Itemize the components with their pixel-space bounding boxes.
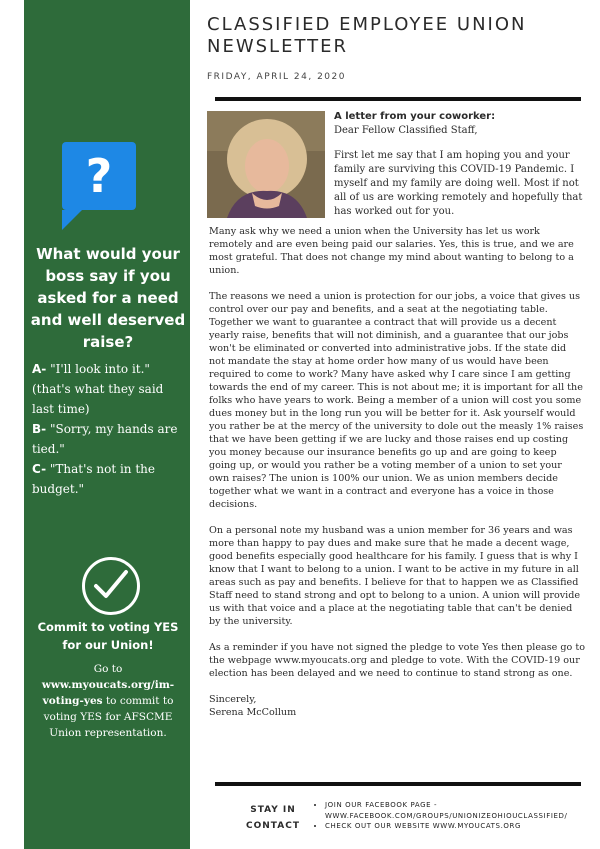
stay-in-contact-label bbox=[236, 802, 310, 834]
contact-list bbox=[313, 800, 600, 832]
pledge-link[interactable]: www.myoucats.org/im-voting-yes bbox=[41, 679, 175, 707]
bottom-divider bbox=[215, 782, 581, 786]
checkmark-circle-icon bbox=[82, 557, 140, 615]
newsletter-date: FRIDAY, APRIL 24, 2020 bbox=[207, 72, 346, 82]
letter-heading: A letter from your coworker: bbox=[334, 111, 496, 122]
letter-paragraph-2: Many ask why we need a union when the University has let us work remotely and are even being paid our salaries. Yes, this is true, and we are most grateful. That does not change my mind about wanting to belong to a union. bbox=[209, 226, 574, 276]
answer-a-label: A- bbox=[32, 362, 47, 376]
letter-closing bbox=[209, 693, 585, 719]
answer-a-text: "I'll look into it." (that's what they said last time) bbox=[32, 362, 164, 416]
goto-prefix: Go to bbox=[93, 663, 123, 675]
sidebar-answers bbox=[32, 359, 188, 499]
answer-c bbox=[32, 459, 188, 499]
letter-body bbox=[209, 225, 585, 719]
letter-salutation: Dear Fellow Classified Staff, bbox=[334, 125, 478, 136]
author-photo bbox=[207, 111, 325, 218]
goto-suffix: to commit to voting YES for AFSCME Union representation. bbox=[43, 695, 174, 739]
website-link[interactable]: • CHECK OUT OUR WEBSITE WWW.MYOUCATS.ORG bbox=[325, 821, 600, 832]
answer-b bbox=[32, 419, 188, 459]
letter-paragraph-1: First let me say that I am hoping you and your family are surviving this COVID-19 Pandemic. I myself and my family are doing well. Most if not all of us are working remotely and hopefully that has worked out for you. bbox=[334, 150, 583, 217]
answer-c-text: "That's not in the budget." bbox=[32, 462, 155, 496]
question-mark-bubble-icon bbox=[62, 142, 136, 210]
contact-text: CONTACT bbox=[246, 821, 300, 831]
answer-c-label: C- bbox=[32, 462, 47, 476]
letter-header bbox=[334, 110, 584, 230]
question-mark-glyph: ? bbox=[85, 149, 113, 203]
closing-text: Sincerely, bbox=[209, 694, 257, 705]
goto-text bbox=[30, 661, 186, 741]
stay-in-text: STAY IN bbox=[250, 805, 296, 815]
newsletter-title: CLASSIFIED EMPLOYEE UNION NEWSLETTER bbox=[207, 14, 527, 57]
letter-paragraph-3: The reasons we need a union is protection for our jobs, a voice that gives us control over our pay and benefits, and a seat at the negotiating table. Together we want to guarantee a contract that will provide us a decent yearly raise, benefits that will not diminish, and a guarantee that our jobs won't be eliminated or converted into administrative jobs. If the state did not mandate the stay at home order how many of us would have been required to come to work? Many have asked why I care since I am getting towards the end of my career. This is not about me; it is important for all the folks who have years to work. Being a member of a union will cost you some dues money but in the long run you will be better for it. Ask yourself would you rather be at the mercy of the university to dole out the measly 1% raises that we have been getting if we are lucky and those raises end up costing you money because our insurance benefits go up and are going to keep going up, or would you rather be a voting member of a union to set your own raises? The union is 100% our union. We as union members decide together what we want in a contract and everyone has a voice in those decisions. bbox=[209, 291, 584, 510]
signature: Serena McCollum bbox=[209, 707, 297, 718]
commit-text: Commit to voting YES for our Union! bbox=[37, 620, 179, 652]
sidebar-question: What would your boss say if you asked for a need and well deserved raise? bbox=[30, 245, 186, 351]
answer-b-label: B- bbox=[32, 422, 47, 436]
answer-a bbox=[32, 359, 188, 419]
answer-b-text: "Sorry, my hands are tied." bbox=[32, 422, 178, 456]
top-divider bbox=[215, 97, 581, 101]
letter-paragraph-4: On a personal note my husband was a union member for 36 years and was more than happy to pay dues and make sure that he made a decent wage, good benefits especially good healthcare for his family. I guess that is why I know that I want to belong to a union. I want to be active in my future in all areas such as pay and benefits. I believe for that to happen we as Classified Staff need to stand strong and opt to belong to a union. A union will provide us with that voice and a place at the negotiating table that can't be denied by the university. bbox=[209, 525, 581, 627]
letter-paragraph-5: As a reminder if you have not signed the pledge to vote Yes then please go to the webpage www.myoucats.org and pledge to vote. With the COVID-19 our election has been delayed and we need to continue to stand strong as one. bbox=[209, 642, 585, 679]
sidebar bbox=[24, 0, 190, 849]
facebook-link[interactable]: • JOIN OUR FACEBOOK PAGE - WWW.FACEBOOK.COM/GROUPS/UNIONIZEOHIOUCLASSIFIED/ bbox=[325, 800, 600, 821]
